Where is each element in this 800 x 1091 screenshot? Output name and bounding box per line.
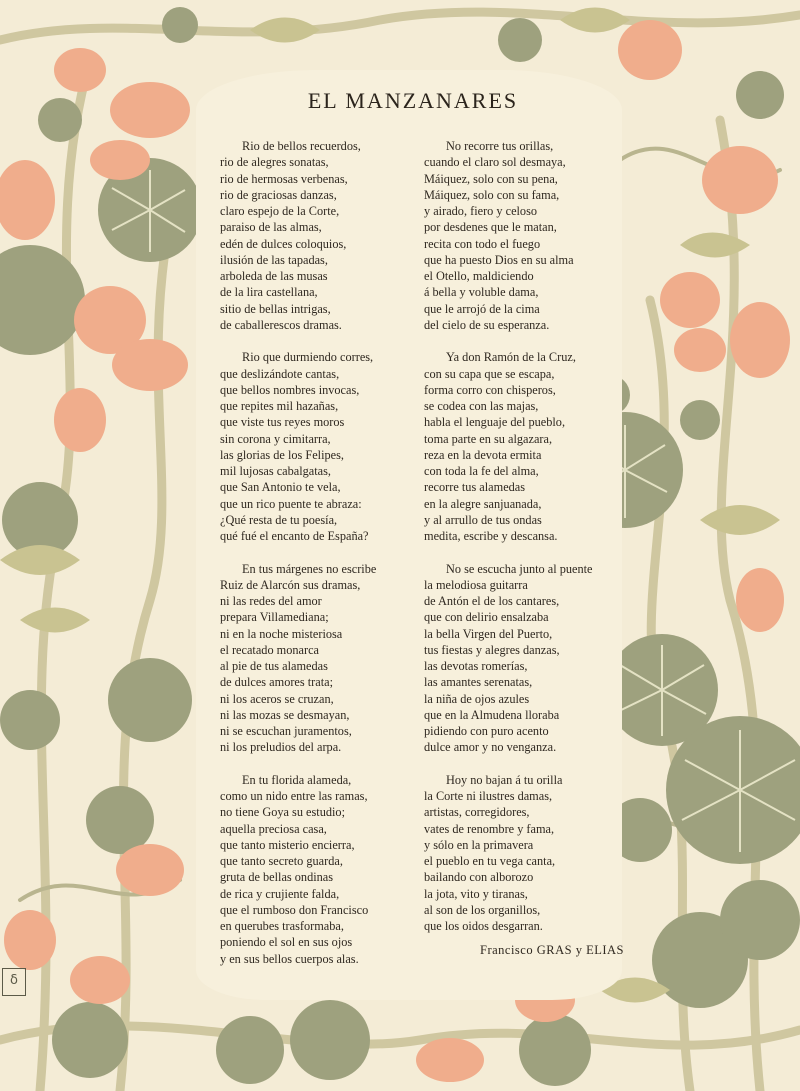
verse-line: que repites mil hazañas, <box>220 399 339 413</box>
verse-line: á bella y voluble dama, <box>424 285 539 300</box>
verse-line: recita con todo el fuego <box>424 236 541 251</box>
artist-monogram: δ <box>2 968 26 996</box>
verse-line: aquella preciosa casa, <box>220 821 327 836</box>
verse-line: de dulces amores trata; <box>220 675 334 690</box>
poem-title: EL MANZANARES <box>307 88 519 113</box>
verse-line: arboleda de las musas <box>220 269 328 283</box>
verse-line: con su capa que se escapa, <box>424 366 555 381</box>
verse-line: de rica y crujiente falda, <box>220 886 340 901</box>
verse-line: que un rico puente te abraza: <box>220 496 362 511</box>
verse-line: el pueblo en tu vega canta, <box>424 854 556 868</box>
verse-line: y sólo en la primavera <box>424 837 534 852</box>
verse-line: se codea con las majas, <box>424 399 539 413</box>
verse-line: la bella Virgen del Puerto, <box>424 626 553 641</box>
verse-line: mil lujosas cabalgatas, <box>220 464 331 478</box>
verse-line: como un nido entre las ramas, <box>220 789 368 803</box>
verse-line: que ha puesto Dios en su alma <box>424 252 574 267</box>
verse-line: que viste tus reyes moros <box>220 415 345 430</box>
verse-line: No se escucha junto al puente <box>446 561 593 576</box>
verse-line: tus fiestas y alegres danzas, <box>424 642 560 657</box>
stanza <box>424 138 624 333</box>
verse-line: sitio de bellas intrigas, <box>220 301 331 316</box>
verse-line: rio de graciosas danzas, <box>220 187 337 202</box>
verse-line: Hoy no bajan á tu orilla <box>446 772 563 787</box>
verse-line: qué fué el encanto de España? <box>220 529 369 543</box>
verse-line: Rio de bellos recuerdos, <box>242 139 361 153</box>
verse-line: la melodiosa guitarra <box>424 577 528 592</box>
verse-line: rio de hermosas verbenas, <box>220 171 348 186</box>
verse-line: ni las redes del amor <box>220 594 322 608</box>
verse-line: ni los aceros se cruzan, <box>220 691 334 706</box>
verse-line: y airado, fiero y celoso <box>424 204 538 218</box>
verse-line: pidiendo con puro acento <box>424 724 549 738</box>
verse-line: de caballerescos dramas. <box>220 317 342 332</box>
stanza <box>220 138 420 333</box>
verse-line: ni los preludios del arpa. <box>220 740 342 755</box>
verse-line: ni las mozas se desmayan, <box>220 707 350 722</box>
verse-line: al pie de tus alamedas <box>220 659 328 673</box>
verse-line: que San Antonio te vela, <box>220 480 341 495</box>
verse-line: ¿Qué resta de tu poesía, <box>220 512 338 527</box>
verse-line: prepara Villamediana; <box>220 610 329 625</box>
verse-line: de Antón el de los cantares, <box>424 594 560 608</box>
verse-line: paraiso de las almas, <box>220 220 322 235</box>
verse-line: la Corte ni ilustres damas, <box>424 789 553 803</box>
verse-line: En tus márgenes no escribe <box>242 561 377 576</box>
verse-line: Rio que durmiendo corres, <box>242 350 374 365</box>
verse-line: que con delirio ensalzaba <box>424 610 549 625</box>
verse-line: forma corro con chisperos, <box>424 382 556 397</box>
verse-line: y en sus bellos cuerpos alas. <box>220 951 359 966</box>
verse-line: que el rumboso don Francisco <box>220 902 369 917</box>
verse-line: que le arrojó de la cima <box>424 301 540 316</box>
verse-line: en la alegre sanjuanada, <box>424 496 542 511</box>
stanza <box>424 772 624 935</box>
verse-line: sin corona y cimitarra, <box>220 431 331 446</box>
verse-line: edén de dulces coloquios, <box>220 236 347 251</box>
poem-column-left <box>220 138 420 983</box>
verse-line: rio de alegres sonatas, <box>220 155 329 170</box>
verse-line: Máiquez, solo con su fama, <box>424 187 560 202</box>
verse-line: vates de renombre y fama, <box>424 821 555 836</box>
stanza <box>220 349 420 544</box>
verse-line: que bellos nombres invocas, <box>220 382 360 397</box>
author-signature: Francisco GRAS y ELIAS <box>480 943 624 957</box>
verse-line: gruta de bellas ondinas <box>220 870 334 885</box>
verse-line: y al arrullo de tus ondas <box>424 512 542 527</box>
verse-line: no tiene Goya su estudio; <box>220 805 345 820</box>
verse-line: recorre tus alamedas <box>424 480 526 495</box>
verse-line: al son de los organillos, <box>424 902 541 917</box>
verse-line: las amantes serenatas, <box>424 675 533 690</box>
verse-line: la niña de ojos azules <box>424 691 530 706</box>
verse-line: Máiquez, solo con su pena, <box>424 171 558 186</box>
stanza <box>424 349 624 544</box>
verse-line: del cielo de su esperanza. <box>424 317 550 332</box>
verse-line: que los oidos desgarran. <box>424 919 543 933</box>
verse-line: toma parte en su algazara, <box>424 431 553 446</box>
verse-line: reza en la devota ermita <box>424 447 542 462</box>
verse-line: el Otello, maldiciendo <box>424 269 534 283</box>
verse-line: ni en la noche misteriosa <box>220 626 343 641</box>
verse-line: dulce amor y no venganza. <box>424 740 557 755</box>
verse-line: que tanto misterio encierra, <box>220 837 355 852</box>
verse-line: Ruiz de Alarcón sus dramas, <box>220 577 361 592</box>
verse-line: artistas, corregidores, <box>424 805 530 820</box>
verse-line: Ya don Ramón de la Cruz, <box>446 350 576 365</box>
verse-line: ilusión de las tapadas, <box>220 252 328 267</box>
verse-line: las devotas romerías, <box>424 659 528 673</box>
verse-line: que tanto secreto guarda, <box>220 854 343 868</box>
verse-line: con toda la fe del alma, <box>424 464 539 478</box>
verse-line: poniendo el sol en sus ojos <box>220 935 353 950</box>
stanza <box>424 561 624 756</box>
verse-line: ni se escuchan juramentos, <box>220 724 352 738</box>
verse-line: cuando el claro sol desmaya, <box>424 155 566 170</box>
verse-line: en querubes trasformaba, <box>220 919 344 933</box>
verse-line: por desdenes que le matan, <box>424 220 557 235</box>
verse-line: bailando con alborozo <box>424 870 534 885</box>
verse-line: de la lira castellana, <box>220 285 318 300</box>
verse-line: claro espejo de la Corte, <box>220 204 340 218</box>
verse-line: medita, escribe y descansa. <box>424 529 558 543</box>
verse-line: el recatado monarca <box>220 642 319 657</box>
stanza <box>220 772 420 967</box>
verse-line: las glorias de los Felipes, <box>220 447 344 462</box>
verse-line: habla el lenguaje del pueblo, <box>424 415 566 430</box>
verse-line: que en la Almudena lloraba <box>424 707 560 722</box>
verse-line: que deslizándote cantas, <box>220 366 340 381</box>
poem-column-right <box>424 138 624 951</box>
verse-line: No recorre tus orillas, <box>446 139 554 153</box>
verse-line: la jota, vito y tiranas, <box>424 886 528 901</box>
stanza <box>220 561 420 756</box>
verse-line: En tu florida alameda, <box>242 772 352 787</box>
